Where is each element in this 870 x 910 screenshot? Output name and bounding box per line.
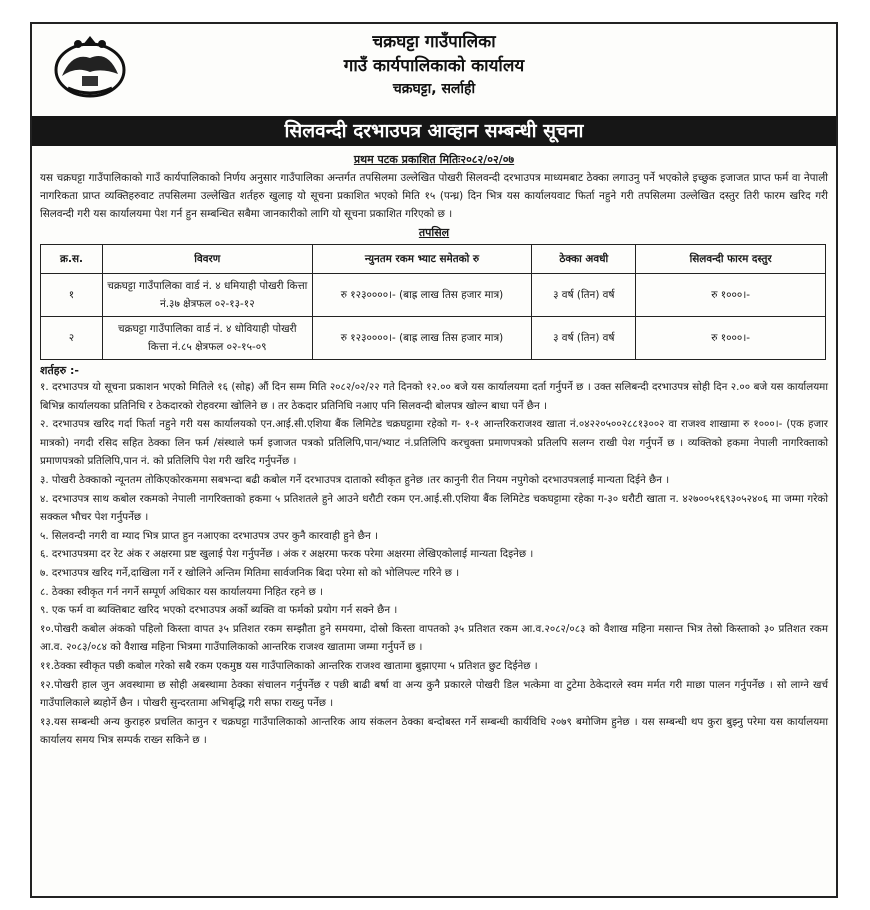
published-date: प्रथम पटक प्रकाशित मितिः२०८२/०२/०७: [353, 153, 515, 166]
serial-cell: १: [41, 274, 103, 317]
intro-paragraph: यस चक्रघट्टा गाउँपालिकाको गाउँ कार्यपालिकाको निर्णय अनुसार गाउँपालिका अन्तर्गत तपसिलमा उल्लेखित पोखरी सिलवन्दी दरभाउपत्र माध्यमबाट ठेक्का लगाउनु पर्ने भएकोले इच्छुक इजाजत प्राप्त फर्म वा नेपाली नागरिकता प्राप्त व्यक्तिहरुवाट तपसिलमा उल्लेखित शर्तहरु खुलाइ यो सूचना प्रकाशित भएको मिति १५ (पन्ध्र) दिन भित्र यस कार्यालयवाट फिर्ता नहुने गरी तपसिलमा उल्लेखित दस्तुर तिरी फारम खरिद गरी सिलवन्दी गरी यस कार्यालयमा पेश गर्न हुन सम्बन्धित सबैमा जानकारीको लागि यो सूचना प्रकाशित गरिएको छ ।: [40, 172, 828, 220]
schedule-table: [40, 244, 826, 360]
condition-item: १. दरभाउपत्र यो सूचना प्रकाशन भएको मितिले १६ (सोह्र) औं दिन सम्म मिति २०८२/०२/२२ गते दिनको १२.०० बजे यस कार्यालयमा दर्ता गर्नुपर्ने छ । उक्त सलिबन्दी दरभाउपत्र सोही दिन २.०० बजे यस कार्यालयमा बिभिन्न कार्यालयका प्रतिनिधि र ठेकदारको रोहवरमा खोलिने छ । तर ठेकदार प्रतिनिधि नआए पनि सिलवन्दी बोलपत्र खोल्न बाधा पर्ने छैन ।: [40, 381, 828, 412]
column-header: सिलवन्दी फारम दस्तुर: [636, 245, 826, 274]
description-cell: चक्रघट्टा गाउँपालिका वार्ड नं. ४ धोवियाही पोखरी कित्ता नं.८५ क्षेत्रफल ०२-१५-०९: [102, 317, 312, 360]
table-row: [41, 317, 826, 360]
notice-title: सिलवन्दी दरभाउपत्र आव्हान सम्बन्धी सूचना: [30, 116, 838, 146]
table-row: [41, 274, 826, 317]
minimum-amount-cell: रु १२३००००।- (बाह्र लाख तिस हजार मात्र): [312, 317, 532, 360]
condition-item: ११.ठेक्का स्वीकृत पछी कबोल गरेको सबै रकम एकमुष्ठ यस गाउँपालिकाको आन्तरिक राजश्व खातामा बुझाएमा ५ प्रतिशत छुट दिईनेछ ।: [40, 659, 538, 672]
schedule-heading: तपसिल: [418, 226, 450, 239]
serial-cell: २: [41, 317, 103, 360]
organization-name: चक्रघट्टा गाउँपालिका: [372, 32, 496, 52]
minimum-amount-cell: रु १२३००००।- (बाह्र लाख तिस हजार मात्र): [312, 274, 532, 317]
contract-period-cell: ३ वर्ष (तिन) वर्ष: [532, 317, 636, 360]
condition-item: ३. पोखरी ठेक्काको न्यूनतम तोकिएकोरकममा सबभन्दा बढी कबोल गर्ने दरभाउपत्र दाताको स्वीकृत हुनेछ ।तर कानुनी रीत नियम नपुगेको दरभाउपत्रलाई मान्यता दिईने छैन ।: [40, 473, 670, 486]
office-location: चक्रघट्टा, सर्लाही: [392, 81, 476, 97]
header: [32, 24, 836, 116]
organization-block: [32, 30, 836, 100]
column-header: न्युनतम रकम भ्याट समेतको रु: [312, 245, 532, 274]
condition-item: २. दरभाउपत्र खरिद गर्दा फिर्ता नहुने गरी यस कार्यालयको एन.आई.सी.एशिया बैंक लिमिटेड चक्रघट्टामा रहेको ग- १-१ आन्तरिकराजश्व खाता नं.०४२२०५००२८८१३००२ वा राजश्व शाखामा रु १०००।- (एक हजार मात्रको) नगदी रसिद सहित ठेक्का लिन फर्म /संस्थाले फर्म इजाजत पत्रको प्रतिलिपि,पान/भ्याट नं.प्रतिलिपि करचुक्ता प्रमाणपत्रको प्रतिलपि सलग्न राखी पेश गर्नुपर्ने छ । व्यक्तिको हकमा नेपाली नागरिक्ताको प्रमाणपत्रको प्रतिलिपि,पान नं. को प्रतिलिपि पेश गरी खरिद गर्नुपर्नेछ ।: [40, 418, 828, 468]
condition-item: १२.पोखरी हाल जुन अवस्थामा छ सोही अबस्थामा ठेक्का संचालन गर्नुपर्नेछ र पछी बाढी बर्षा वा अन्य कुनै प्रकारले पोखरी डिल भत्केमा वा टुटेमा ठेकेदारले स्वम मर्मत गरी माछा पालन गर्नुपर्नेछ । सो लाग्ने खर्च गाउँपालिकाले ब्यहोर्ने छैन । पोखरी सुन्दरतामा अभिबृद्धि गरी सफा राख्नु पर्नेछ ।: [40, 678, 828, 710]
condition-item: ४. दरभाउपत्र साथ कबोल रकमको नेपाली नागरिक्ताको हकमा ५ प्रतिशतले हुने आउने धरौटी रकम एन.आई.सी.एशिया बैंक लिमिटेड चकघट्टामा रहेका ग-३० धरौटी खाता न. ४२७००५१६९३०५२४०६ मा जम्मा गरेको सक्कल भौचर पेश गर्नुपर्नेछ ।: [40, 492, 828, 524]
condition-item: ८. ठेक्का स्वीकृत गर्न नगर्ने सम्पूर्ण अधिकार यस कार्यालयमा निहित रहने छ ।: [40, 585, 324, 598]
condition-item: ५. सिलवन्दी नगरी वा म्याद भित्र प्राप्त हुन नआएका दरभाउपत्र उपर कुनै कारवाही हुने छैन ।: [40, 529, 378, 542]
condition-item: ७. दरभाउपत्र खरिद गर्ने,दाखिला गर्ने र खोलिने अन्तिम मितिमा सार्वजनिक बिदा परेमा सो को भोलिपल्ट गरिने छ ।: [40, 566, 460, 579]
table-header-row: [41, 245, 826, 274]
column-header: विवरण: [102, 245, 312, 274]
form-fee-cell: रु १०००।-: [636, 274, 826, 317]
office-name: गाउँ कार्यपालिकाको कार्यालय: [343, 56, 525, 76]
column-header: क्र.स.: [41, 245, 103, 274]
conditions-heading: शर्तहरु :-: [40, 364, 79, 377]
form-fee-cell: रु १०००।-: [636, 317, 826, 360]
condition-item: ६. दरभाउपत्रमा दर रेट अंक र अक्षरमा प्रष्ट खुलाई पेश गर्नुपर्नेछ । अंक र अक्षरमा फरक परेमा अक्षरमा लेखिएकोलाई मान्यता दिइनेछ ।: [40, 548, 534, 561]
contract-period-cell: ३ वर्ष (तिन) वर्ष: [532, 274, 636, 317]
condition-item: ९. एक फर्म वा ब्यक्तिबाट खरिद भएको दरभाउपत्र अर्को ब्यक्ति वा फर्मको प्रयोग गर्न सक्ने छैन ।: [40, 604, 398, 617]
description-cell: चक्रघट्टा गाउँपालिका वार्ड नं. ४ धमियाही पोखरी कित्ता नं.३७ क्षेत्रफल ०२-१३-१२: [102, 274, 312, 317]
column-header: ठेक्का अवधी: [532, 245, 636, 274]
conditions-list: [32, 378, 836, 750]
notice-page: [30, 22, 838, 898]
condition-item: १३.यस सम्बन्धी अन्य कुराहरु प्रचलित कानुन र चक्रघट्टा गाउँपालिकाको आन्तरिक आय संकलन ठेक्का बन्दोबस्त गर्ने सम्बन्धी कार्यविधि २०७९ बमोजिम हुनेछ । यस सम्बन्धी थप कुरा बुझ्नु परेमा यस कार्यालयमा कार्यालय समय भित्र सम्पर्क राख्न सकिने छ ।: [40, 715, 828, 747]
condition-item: १०.पोखरी कबोल अंकको पहिलो किस्ता वापत ३५ प्रतिशत रकम सम्झौता हुने समयमा, दोस्रो किस्ता वापतको ३५ प्रतिशत रकम आ.व.२०८२/०८३ को वैशाख महिना मसान्त भित्र तेस्रो किस्ताको ३० प्रतिशत रकम आ.व. २०८३/०८४ को वैशाख महिना भित्रमा गाउँपालिकाको आन्तरिक राजश्व खातामा जम्मा गर्नुपर्ने छ ।: [40, 622, 828, 654]
